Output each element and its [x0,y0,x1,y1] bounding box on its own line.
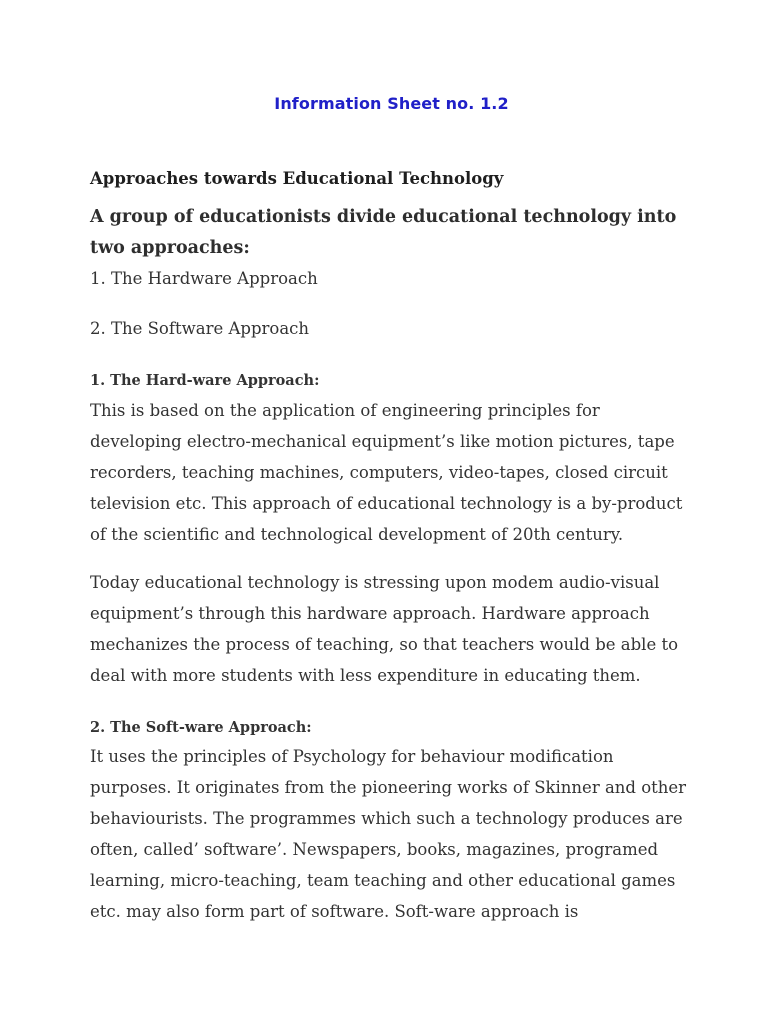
software-approach-heading: 2. The Soft-ware Approach: [90,719,312,736]
hardware-paragraph: Today educational technology is stressing upon modem audio-visual equipment’s through this hardware approach. Hardware approach mechanizes the process of teaching, so that teachers would be able to deal with more students with less expenditure in educating them. [90,573,679,685]
approach-list-item: 2. The Software Approach [90,319,310,338]
software-paragraph: It uses the principles of Psychology for behaviour modification purposes. It originates from the pioneering works of Skinner and other behaviourists. The programmes which such a technology produces are often, called’ software’. Newspapers, books, magazines, programed learning, micro-teaching, team teaching and other educational games etc. may also form part of software. Soft-ware approach is [90,747,687,921]
intro-text: A group of educationists divide educational technology into two approaches: [90,207,677,258]
section-heading: Approaches towards Educational Technology [90,169,504,188]
hardware-paragraph: This is based on the application of engineering principles for developing electro-mechanical equipment’s like motion pictures, tape recorders, teaching machines, computers, video-tapes, closed circuit television etc. This approach of educational technology is a by-product of the scientific and technological development of 20th century. [90,401,683,544]
hardware-approach-heading: 1. The Hard-ware Approach: [90,372,320,389]
approach-list-item: 1. The Hardware Approach [90,269,318,288]
sheet-title: Information Sheet no. 1.2 [274,94,509,113]
